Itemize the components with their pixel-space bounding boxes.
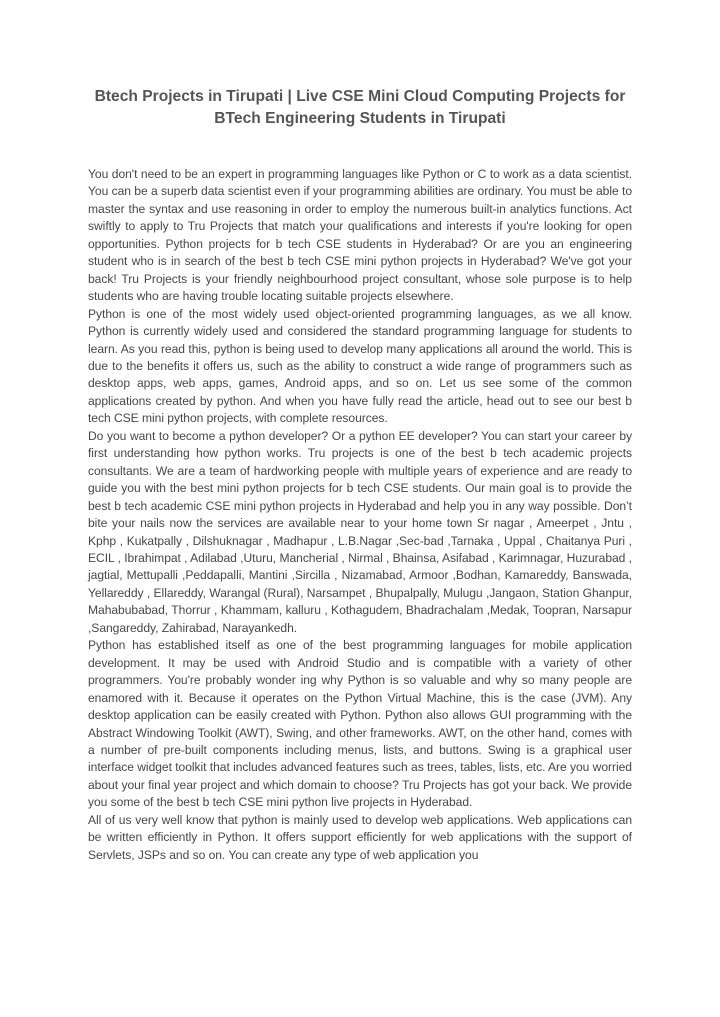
paragraph: Python is one of the most widely used object-oriented programming languages, as we all know. Python is currently widely used and considered the standard programming language for students to learn. As you read this, python is being used to develop many applications all around the world. This is due to the benefits it offers us, such as the ability to construct a wide range of programmers such as desktop apps, web apps, games, Android apps, and so on. Let us see some of the common applications created by python. And when you have fully read the article, head out to see our best b tech CSE mini python projects, with complete resources. — [88, 306, 632, 426]
paragraph: Python has established itself as one of the best programming languages for mobile application development. It may be used with Android Studio and is compatible with a variety of other programmers. You're probably wonder ing why Python is so valuable and why so many people are enamored with it. Because it operates on the Python Virtual Machine, this is the case (JVM). Any desktop application can be easily created with Python. Python also allows GUI programming with the Abstract Windowing Toolkit (AWT), Swing, and other frameworks. AWT, on the other hand, comes with a number of pre-built components including menus, lists, and buttons. Swing is a graphical user interface widget toolkit that includes advanced features such as trees, tables, lists, etc. Are you worried about your final year project and which domain to choose? Tru Projects has got your back. We provide you some of the best b tech CSE mini python live projects in Hyderabad. — [88, 638, 632, 810]
paragraph: Do you want to become a python developer? Or a python EE developer? You can start your career by first understanding how python works. Tru projects is one of the best b tech academic projects consultants. We are a team of hardworking people with multiple years of experience and are ready to guide you with the best mini python projects for b tech CSE students. Our main goal is to provide the best b tech academic CSE mini python projects in Hyderabad and help you in any way possible. Don’t bite your nails now the services are available near to your home town Sr nagar , Ameerpet , Jntu , Kphp , Kukatpally , Dilshuknagar , Madhapur , L.B.Nagar ,Sec-bad ,Tarnaka , Uppal , Chaitanya Puri , ECIL , Ibrahimpat , Adilabad ,Uturu, Mancherial , Nirmal , Bhainsa, Asifabad , Karimnagar, Huzurabad , jagtial, Mettupalli ,Peddapalli, Mantini ,Sircilla , Nizamabad, Armoor ,Bodhan, Kamareddy, Banswada, Yellareddy , Ellareddy, Warangal (Rural), Narsampet , Bhupalpally, Mulugu ,Jangaon, Station Ghanpur, Mahabubabad, Thorrur , Khammam, kalluru , Kothagudem, Bhadrachalam ,Medak, Toopran, Narsapur ,Sangareddy, Zahirabad, Narayankedh. — [88, 428, 632, 635]
document-title: Btech Projects in Tirupati | Live CSE Mini Cloud Computing Projects for BTech Engineering Students in Tirupati — [94, 88, 626, 127]
document-body — [88, 166, 632, 864]
paragraph: You don't need to be an expert in programming languages like Python or C to work as a data scientist. You can be a superb data scientist even if your programming abilities are ordinary. You must be able to master the syntax and use reasoning in order to employ the numerous built-in analytics functions. Act swiftly to apply to Tru Projects that match your qualifications and interests if you're looking for open opportunities. Python projects for b tech CSE students in Hyderabad? Or are you an engineering student who is in search of the best b tech CSE mini python projects in Hyderabad? We've got your back! Tru Projects is your friendly neighbourhood project consultant, whose sole purpose is to help students who are having trouble locating suitable projects elsewhere. — [88, 167, 632, 304]
paragraph: All of us very well know that python is mainly used to develop web applications. Web applications can be written efficiently in Python. It offers support efficiently for web applications with the support of Servlets, JSPs and so on. You can create any type of web application you — [88, 812, 632, 862]
